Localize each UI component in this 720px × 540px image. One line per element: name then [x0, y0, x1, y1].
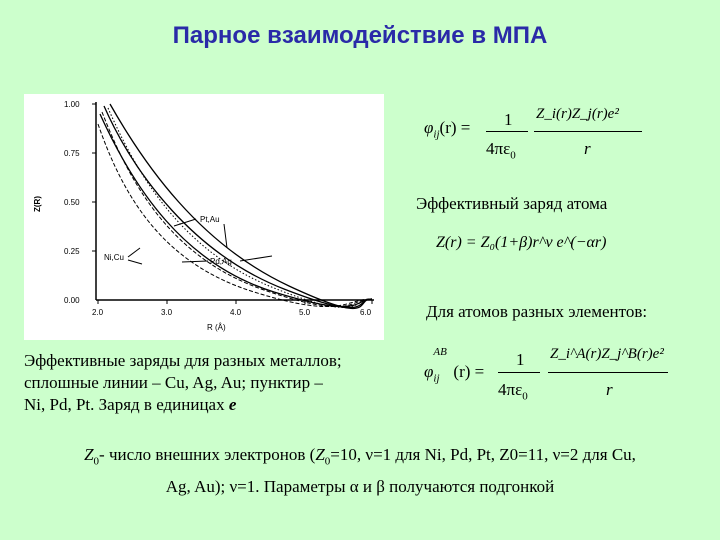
y-tick-label: 0.25: [64, 247, 80, 256]
formula-pair-potential: [424, 118, 470, 140]
formula1-den1-text: 4πε: [486, 139, 511, 158]
formula3-arg: (r) =: [453, 362, 485, 381]
y-tick-label: 1.00: [64, 100, 80, 109]
formula1-lhs-sub: ij: [433, 128, 440, 141]
y-tick-label: 0.75: [64, 149, 80, 158]
x-tick-label: 3.0: [161, 308, 173, 317]
caption-line-3-e: e: [228, 395, 237, 414]
formula1-num1: 1: [504, 110, 513, 129]
formula1-den1: [486, 139, 516, 161]
caption-line-3-text: Ni, Pd, Pt. Заряд в единицах: [24, 395, 225, 414]
formula-effective-charge: Z(r) = Z₀(1+β)r^ν e^(−αr): [436, 234, 607, 251]
caption-line-2: сплошные линии – Cu, Ag, Au; пунктир –: [24, 373, 323, 392]
formula3-den2: r: [606, 380, 613, 399]
formula3-den1: [498, 380, 528, 402]
effective-charge-label: Эффективный заряд атома: [416, 194, 608, 213]
bottom-line-1: [0, 442, 720, 474]
charge-graph-svg: [24, 94, 384, 340]
bottom-z0-sub-2: 0: [324, 455, 331, 468]
formula3-fraction-bar2: [548, 372, 668, 373]
formula3-lhs: φ: [424, 362, 434, 381]
bottom-z0: Z: [84, 445, 94, 464]
charge-graph: [24, 94, 384, 340]
label-pd-ag: Pd,Ag: [210, 257, 232, 266]
bottom-z0-2: Z: [315, 445, 325, 464]
graph-caption: [24, 350, 342, 416]
caption-line-1: Эффективные заряды для разных металлов;: [24, 351, 342, 370]
formula1-den2: r: [584, 139, 591, 158]
x-tick-label: 6.0: [360, 308, 372, 317]
formula1-lhs: φ: [424, 118, 434, 137]
caption-line-3: [24, 394, 342, 416]
y-axis-label: Z(R): [33, 196, 42, 212]
x-axis-label: R (Å): [207, 323, 226, 332]
curve-cu: [100, 114, 372, 307]
x-tick-label: 5.0: [299, 308, 311, 317]
bottom-text-c: Z0=11, ν=2 для Cu,: [499, 445, 636, 464]
curve-au: [110, 104, 372, 308]
bottom-text-b: =10, ν=1 для Ni, Pd, Pt,: [330, 445, 500, 464]
x-tick-label: 4.0: [230, 308, 242, 317]
slide-title: Парное взаимодействие в МПА: [172, 22, 548, 49]
different-elements-label: Для атомов разных элементов:: [426, 302, 648, 321]
formula1-den1-sub: 0: [510, 149, 516, 162]
label-pt-au: Pt,Au: [200, 215, 220, 224]
formula1-fraction-bar2: [534, 131, 642, 132]
curve-pt: [108, 108, 372, 307]
formula1-num2: Z_i(r)Z_j(r)e²: [536, 106, 619, 122]
bottom-z0-sub: 0: [93, 455, 100, 468]
formula3-lhs-sub: ij: [433, 372, 440, 385]
formula3-num1: 1: [516, 350, 525, 369]
formula3-fraction-bar1: [498, 372, 540, 373]
formula3-lhs-sup: AB: [433, 346, 447, 358]
y-tick-label: 0.50: [64, 198, 80, 207]
formula1-fraction-bar1: [486, 131, 528, 132]
label-ni-cu: Ni,Cu: [104, 253, 125, 262]
bottom-line-2: Ag, Au); ν=1. Параметры α и β получаются подгонкой: [165, 477, 555, 497]
x-tick-label: 2.0: [92, 308, 104, 317]
formula3-den1-text: 4πε: [498, 380, 523, 399]
y-tick-label: 0.00: [64, 296, 80, 305]
formula-pair-potential-ab: [424, 346, 485, 385]
formula3-num2: Z_i^A(r)Z_j^B(r)e²: [550, 346, 664, 362]
bottom-text-a: - число внешних электронов (: [99, 445, 316, 464]
bottom-note: [0, 442, 720, 499]
formula1-arg: (r) =: [439, 118, 471, 137]
formula3-den1-sub: 0: [522, 390, 528, 403]
